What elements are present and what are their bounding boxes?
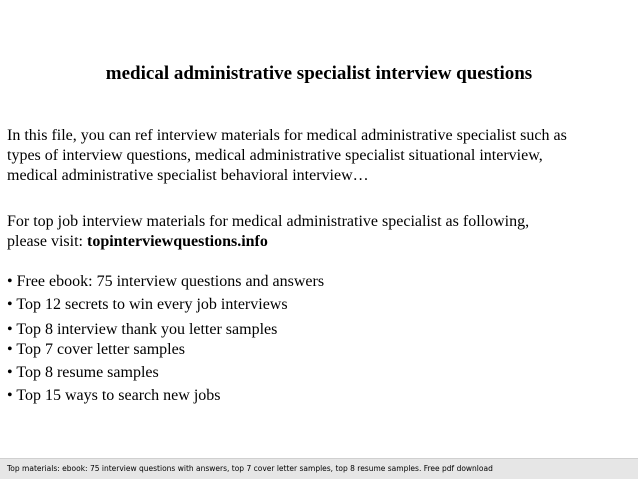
intro-line: types of interview questions, medical administrative specialist situational interview, — [7, 147, 543, 164]
site-link[interactable]: topinterviewquestions.info — [86, 233, 268, 250]
page-title: medical administrative specialist interview questions — [105, 63, 533, 84]
visit-line-2 — [7, 232, 637, 252]
list-item: • Top 7 cover letter samples — [7, 341, 185, 358]
intro-line: medical administrative specialist behavioral interview… — [7, 167, 369, 184]
list-item: • Top 15 ways to search new jobs — [7, 387, 221, 404]
footer-text: Top materials: ebook: 75 interview questions with answers, top 7 cover letter samples, top 8 resume samples. Free pdf download — [7, 464, 493, 473]
footer-bar — [0, 458, 638, 479]
visit-line: For top job interview materials for medical administrative specialist as following, — [7, 213, 530, 230]
visit-paragraph — [7, 212, 637, 252]
list-item: • Top 8 resume samples — [7, 364, 159, 381]
list-item: • Top 12 secrets to win every job interviews — [7, 296, 288, 313]
visit-prefix: please visit: — [7, 233, 87, 250]
list-item: • Free ebook: 75 interview questions and answers — [7, 273, 325, 290]
intro-paragraph — [7, 126, 637, 186]
intro-line: In this file, you can ref interview materials for medical administrative specialist such as — [7, 127, 567, 144]
list-item: • Top 8 interview thank you letter samples — [7, 321, 278, 338]
